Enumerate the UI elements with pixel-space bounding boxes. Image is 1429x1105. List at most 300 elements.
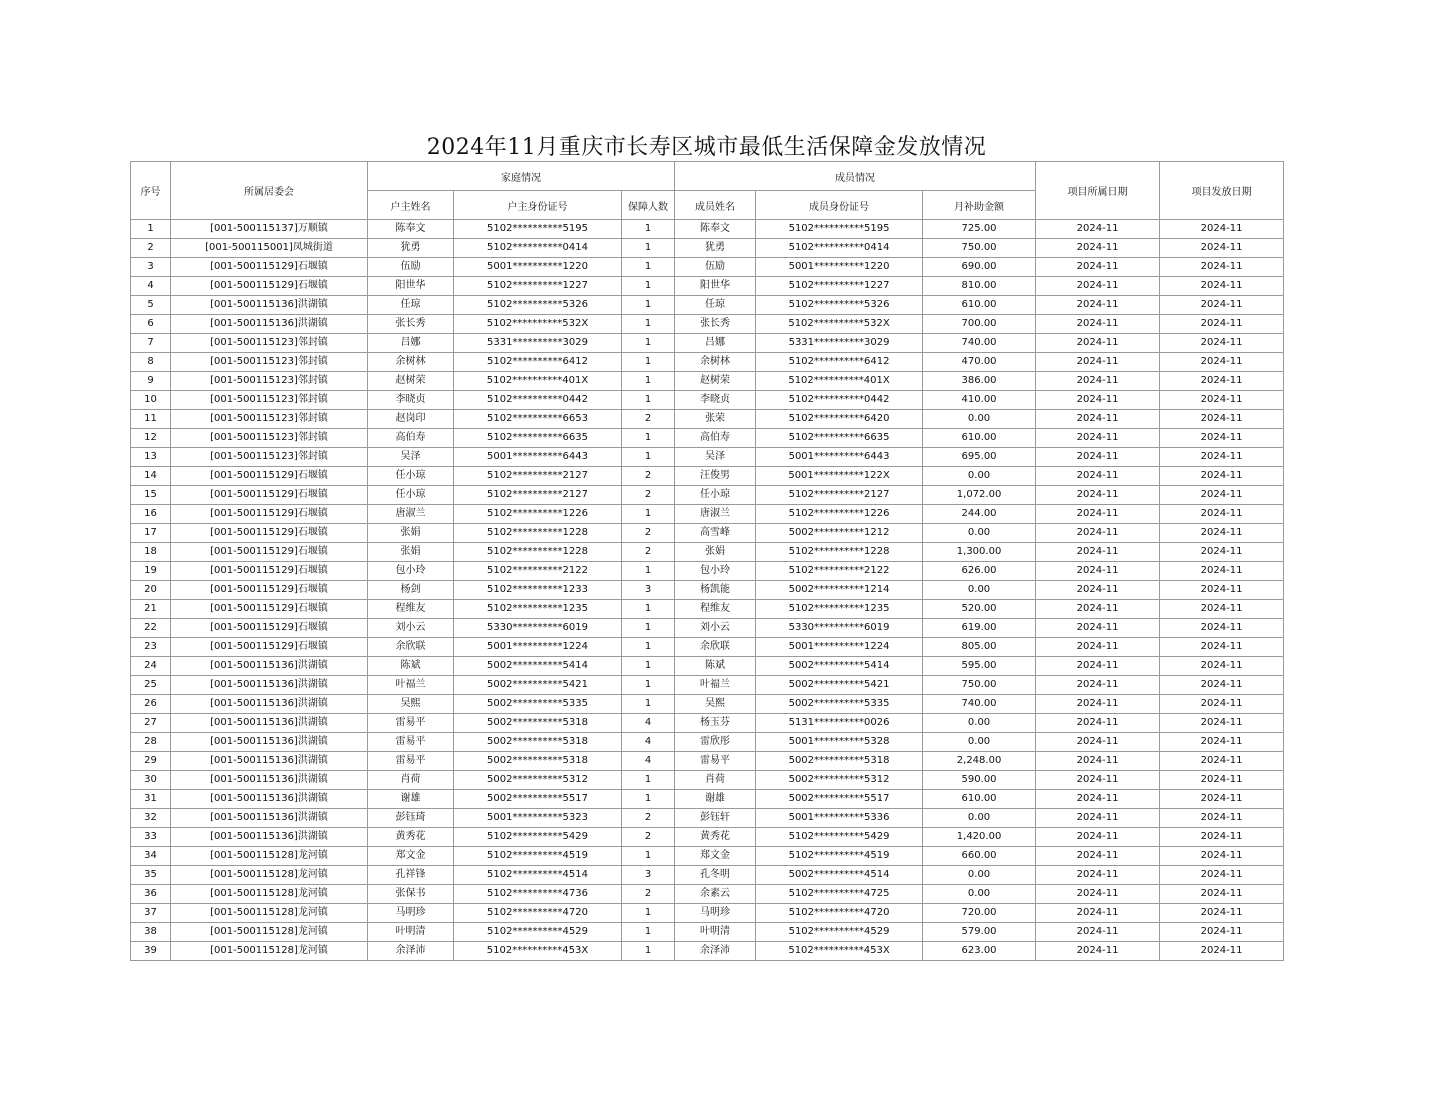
cell-amount: 626.00 [923,562,1036,581]
table-row [131,771,1284,790]
cell-seq: 6 [131,315,171,334]
cell-project-date: 2024-11 [1036,942,1160,961]
cell-head-id: 5102**********4519 [454,847,622,866]
cell-issue-date: 2024-11 [1160,258,1284,277]
cell-head-name: 张娟 [368,543,454,562]
cell-seq: 31 [131,790,171,809]
cell-head-name: 吕娜 [368,334,454,353]
table-row [131,866,1284,885]
cell-project-date: 2024-11 [1036,467,1160,486]
cell-head-id: 5102**********1228 [454,543,622,562]
cell-amount: 610.00 [923,790,1036,809]
cell-head-id: 5102**********6653 [454,410,622,429]
cell-member-name: 陈斌 [675,657,756,676]
cell-seq: 2 [131,239,171,258]
table-row [131,809,1284,828]
cell-head-name: 唐淑兰 [368,505,454,524]
cell-member-name: 马明珍 [675,904,756,923]
cell-head-name: 任小琼 [368,467,454,486]
cell-amount: 520.00 [923,600,1036,619]
cell-member-id: 5001**********1220 [756,258,923,277]
cell-count: 1 [622,790,675,809]
cell-head-id: 5102**********4736 [454,885,622,904]
cell-head-id: 5102**********1228 [454,524,622,543]
cell-head-name: 谢雄 [368,790,454,809]
header-seq: 序号 [131,162,171,220]
cell-committee: [001-500115128]龙河镇 [171,904,368,923]
cell-count: 1 [622,277,675,296]
cell-project-date: 2024-11 [1036,391,1160,410]
cell-project-date: 2024-11 [1036,752,1160,771]
header-amount: 月补助金额 [923,191,1036,220]
cell-member-id: 5002**********5335 [756,695,923,714]
table-row [131,296,1284,315]
cell-head-id: 5001**********1224 [454,638,622,657]
cell-count: 1 [622,657,675,676]
cell-project-date: 2024-11 [1036,562,1160,581]
table-row [131,695,1284,714]
cell-count: 1 [622,391,675,410]
cell-seq: 12 [131,429,171,448]
cell-committee: [001-500115123]邻封镇 [171,448,368,467]
cell-project-date: 2024-11 [1036,695,1160,714]
cell-member-name: 张荣 [675,410,756,429]
cell-project-date: 2024-11 [1036,448,1160,467]
cell-amount: 810.00 [923,277,1036,296]
cell-seq: 30 [131,771,171,790]
cell-amount: 386.00 [923,372,1036,391]
cell-project-date: 2024-11 [1036,277,1160,296]
cell-issue-date: 2024-11 [1160,866,1284,885]
cell-head-name: 赵岗印 [368,410,454,429]
cell-seq: 32 [131,809,171,828]
cell-committee: [001-500115128]龙河镇 [171,942,368,961]
table-row [131,638,1284,657]
table-row [131,942,1284,961]
cell-issue-date: 2024-11 [1160,543,1284,562]
cell-committee: [001-500115136]洪湖镇 [171,315,368,334]
cell-amount: 579.00 [923,923,1036,942]
cell-member-name: 张娟 [675,543,756,562]
cell-amount: 244.00 [923,505,1036,524]
table-row [131,885,1284,904]
header-project-date: 项目所属日期 [1036,162,1160,220]
cell-issue-date: 2024-11 [1160,486,1284,505]
cell-member-id: 5102**********0442 [756,391,923,410]
cell-seq: 26 [131,695,171,714]
cell-head-id: 5102**********453X [454,942,622,961]
cell-committee: [001-500115136]洪湖镇 [171,809,368,828]
cell-member-id: 5102**********2122 [756,562,923,581]
table-row [131,562,1284,581]
cell-issue-date: 2024-11 [1160,410,1284,429]
cell-project-date: 2024-11 [1036,676,1160,695]
table-row [131,315,1284,334]
cell-project-date: 2024-11 [1036,258,1160,277]
cell-head-name: 肖荷 [368,771,454,790]
cell-committee: [001-500115136]洪湖镇 [171,752,368,771]
cell-member-name: 郑文金 [675,847,756,866]
cell-head-id: 5002**********5421 [454,676,622,695]
cell-committee: [001-500115136]洪湖镇 [171,771,368,790]
table-row [131,391,1284,410]
table-row [131,790,1284,809]
cell-count: 1 [622,942,675,961]
cell-count: 1 [622,315,675,334]
cell-head-id: 5002**********5318 [454,733,622,752]
cell-amount: 0.00 [923,714,1036,733]
cell-seq: 1 [131,220,171,239]
cell-member-id: 5002**********1214 [756,581,923,600]
cell-member-id: 5102**********6420 [756,410,923,429]
cell-issue-date: 2024-11 [1160,334,1284,353]
cell-issue-date: 2024-11 [1160,885,1284,904]
cell-project-date: 2024-11 [1036,771,1160,790]
cell-committee: [001-500115129]石堰镇 [171,524,368,543]
cell-member-name: 程维友 [675,600,756,619]
cell-amount: 660.00 [923,847,1036,866]
cell-member-name: 伍励 [675,258,756,277]
page-title: 2024年11月重庆市长寿区城市最低生活保障金发放情况 [426,135,987,160]
table-header [131,162,1284,220]
cell-head-id: 5002**********5318 [454,714,622,733]
cell-count: 1 [622,334,675,353]
cell-count: 1 [622,353,675,372]
cell-amount: 690.00 [923,258,1036,277]
cell-head-name: 陈奉文 [368,220,454,239]
cell-member-name: 雷欣彤 [675,733,756,752]
cell-member-id: 5002**********5421 [756,676,923,695]
cell-amount: 1,072.00 [923,486,1036,505]
cell-head-name: 任琼 [368,296,454,315]
cell-committee: [001-500115129]石堰镇 [171,581,368,600]
header-member-id: 成员身份证号 [756,191,923,220]
cell-head-name: 杨剑 [368,581,454,600]
cell-member-name: 李晓贞 [675,391,756,410]
cell-head-id: 5102**********2122 [454,562,622,581]
cell-head-name: 犹勇 [368,239,454,258]
cell-head-id: 5001**********5323 [454,809,622,828]
cell-member-id: 5001**********122X [756,467,923,486]
cell-issue-date: 2024-11 [1160,353,1284,372]
cell-member-name: 余素云 [675,885,756,904]
cell-head-name: 余泽沛 [368,942,454,961]
cell-amount: 0.00 [923,467,1036,486]
table-row [131,334,1284,353]
cell-seq: 37 [131,904,171,923]
cell-count: 1 [622,296,675,315]
cell-head-id: 5102**********401X [454,372,622,391]
cell-count: 3 [622,866,675,885]
cell-amount: 695.00 [923,448,1036,467]
cell-issue-date: 2024-11 [1160,505,1284,524]
cell-head-name: 高伯寿 [368,429,454,448]
cell-member-id: 5002**********5517 [756,790,923,809]
cell-amount: 725.00 [923,220,1036,239]
table-row [131,239,1284,258]
cell-member-id: 5002**********5414 [756,657,923,676]
header-head-name: 户主姓名 [368,191,454,220]
table-row [131,923,1284,942]
cell-head-name: 彭钰琦 [368,809,454,828]
cell-head-name: 雷易平 [368,714,454,733]
cell-head-id: 5002**********5414 [454,657,622,676]
cell-seq: 8 [131,353,171,372]
table-row [131,752,1284,771]
cell-issue-date: 2024-11 [1160,448,1284,467]
cell-project-date: 2024-11 [1036,638,1160,657]
cell-count: 4 [622,733,675,752]
cell-count: 1 [622,562,675,581]
cell-member-name: 彭钰轩 [675,809,756,828]
cell-member-name: 吕娜 [675,334,756,353]
cell-amount: 2,248.00 [923,752,1036,771]
cell-head-id: 5002**********5335 [454,695,622,714]
cell-head-name: 雷易平 [368,752,454,771]
cell-committee: [001-500115136]洪湖镇 [171,828,368,847]
cell-member-name: 包小玲 [675,562,756,581]
cell-project-date: 2024-11 [1036,524,1160,543]
cell-project-date: 2024-11 [1036,296,1160,315]
cell-member-id: 5102**********0414 [756,239,923,258]
cell-amount: 750.00 [923,676,1036,695]
cell-issue-date: 2024-11 [1160,752,1284,771]
cell-member-name: 谢雄 [675,790,756,809]
cell-committee: [001-500115129]石堰镇 [171,638,368,657]
cell-committee: [001-500115136]洪湖镇 [171,733,368,752]
cell-project-date: 2024-11 [1036,714,1160,733]
cell-seq: 13 [131,448,171,467]
cell-amount: 590.00 [923,771,1036,790]
header-family-group: 家庭情况 [368,162,675,191]
table-row [131,372,1284,391]
cell-amount: 595.00 [923,657,1036,676]
cell-head-id: 5102**********1226 [454,505,622,524]
cell-head-id: 5102**********4529 [454,923,622,942]
cell-issue-date: 2024-11 [1160,809,1284,828]
cell-member-id: 5002**********4514 [756,866,923,885]
cell-member-id: 5102**********1226 [756,505,923,524]
cell-seq: 21 [131,600,171,619]
cell-count: 4 [622,714,675,733]
cell-member-id: 5102**********453X [756,942,923,961]
cell-project-date: 2024-11 [1036,353,1160,372]
cell-head-id: 5102**********532X [454,315,622,334]
cell-committee: [001-500115136]洪湖镇 [171,695,368,714]
table-body [131,220,1284,961]
cell-committee: [001-500115123]邻封镇 [171,372,368,391]
cell-head-name: 任小琼 [368,486,454,505]
cell-issue-date: 2024-11 [1160,657,1284,676]
subsidy-table [130,161,1284,961]
cell-member-name: 余树林 [675,353,756,372]
cell-issue-date: 2024-11 [1160,904,1284,923]
cell-seq: 36 [131,885,171,904]
cell-amount: 720.00 [923,904,1036,923]
cell-project-date: 2024-11 [1036,581,1160,600]
cell-member-id: 5102**********401X [756,372,923,391]
cell-committee: [001-500115123]邻封镇 [171,391,368,410]
cell-head-id: 5102**********6635 [454,429,622,448]
cell-project-date: 2024-11 [1036,600,1160,619]
cell-member-name: 汪俊男 [675,467,756,486]
cell-head-name: 叶明清 [368,923,454,942]
cell-head-name: 雷易平 [368,733,454,752]
cell-committee: [001-500115136]洪湖镇 [171,296,368,315]
cell-member-id: 5102**********532X [756,315,923,334]
cell-member-id: 5102**********2127 [756,486,923,505]
cell-committee: [001-500115136]洪湖镇 [171,657,368,676]
cell-issue-date: 2024-11 [1160,676,1284,695]
cell-issue-date: 2024-11 [1160,220,1284,239]
cell-member-id: 5002**********1212 [756,524,923,543]
cell-issue-date: 2024-11 [1160,296,1284,315]
cell-member-name: 肖荷 [675,771,756,790]
cell-head-id: 5002**********5312 [454,771,622,790]
cell-seq: 9 [131,372,171,391]
cell-seq: 14 [131,467,171,486]
cell-count: 1 [622,239,675,258]
table-row [131,467,1284,486]
cell-committee: [001-500115129]石堰镇 [171,505,368,524]
cell-member-id: 5102**********4529 [756,923,923,942]
cell-committee: [001-500115123]邻封镇 [171,429,368,448]
cell-count: 1 [622,258,675,277]
cell-issue-date: 2024-11 [1160,828,1284,847]
cell-head-id: 5002**********5517 [454,790,622,809]
cell-issue-date: 2024-11 [1160,638,1284,657]
table-row [131,258,1284,277]
cell-count: 1 [622,448,675,467]
cell-member-id: 5102**********5195 [756,220,923,239]
table-row [131,486,1284,505]
cell-member-id: 5102**********6412 [756,353,923,372]
cell-committee: [001-500115128]龙河镇 [171,866,368,885]
table-row [131,657,1284,676]
cell-head-name: 叶福兰 [368,676,454,695]
cell-member-name: 杨玉芬 [675,714,756,733]
cell-committee: [001-500115128]龙河镇 [171,885,368,904]
cell-amount: 0.00 [923,581,1036,600]
cell-count: 2 [622,543,675,562]
cell-head-id: 5102**********2127 [454,486,622,505]
cell-head-id: 5002**********5318 [454,752,622,771]
cell-head-id: 5330**********6019 [454,619,622,638]
table-row [131,543,1284,562]
cell-head-name: 刘小云 [368,619,454,638]
cell-head-id: 5331**********3029 [454,334,622,353]
table-row [131,524,1284,543]
cell-project-date: 2024-11 [1036,372,1160,391]
cell-issue-date: 2024-11 [1160,315,1284,334]
cell-count: 1 [622,847,675,866]
cell-head-id: 5102**********0414 [454,239,622,258]
cell-member-id: 5102**********5429 [756,828,923,847]
cell-issue-date: 2024-11 [1160,619,1284,638]
cell-seq: 20 [131,581,171,600]
cell-project-date: 2024-11 [1036,809,1160,828]
cell-member-name: 任小琼 [675,486,756,505]
cell-seq: 35 [131,866,171,885]
cell-count: 1 [622,638,675,657]
cell-project-date: 2024-11 [1036,334,1160,353]
cell-project-date: 2024-11 [1036,885,1160,904]
cell-amount: 700.00 [923,315,1036,334]
cell-member-name: 刘小云 [675,619,756,638]
cell-issue-date: 2024-11 [1160,239,1284,258]
table-row [131,847,1284,866]
cell-committee: [001-500115137]万顺镇 [171,220,368,239]
table-row [131,714,1284,733]
cell-head-name: 阳世华 [368,277,454,296]
cell-project-date: 2024-11 [1036,486,1160,505]
cell-committee: [001-500115129]石堰镇 [171,486,368,505]
cell-seq: 29 [131,752,171,771]
cell-count: 1 [622,695,675,714]
cell-member-id: 5002**********5318 [756,752,923,771]
cell-member-id: 5001**********5336 [756,809,923,828]
cell-count: 1 [622,676,675,695]
cell-member-name: 雷易平 [675,752,756,771]
cell-head-id: 5102**********1233 [454,581,622,600]
cell-count: 2 [622,524,675,543]
cell-seq: 23 [131,638,171,657]
cell-amount: 610.00 [923,429,1036,448]
cell-committee: [001-500115123]邻封镇 [171,353,368,372]
cell-head-name: 马明珍 [368,904,454,923]
cell-seq: 27 [131,714,171,733]
cell-amount: 0.00 [923,733,1036,752]
cell-member-name: 赵树荣 [675,372,756,391]
cell-committee: [001-500115129]石堰镇 [171,562,368,581]
cell-member-name: 陈奉文 [675,220,756,239]
cell-member-name: 高伯寿 [675,429,756,448]
cell-seq: 19 [131,562,171,581]
cell-issue-date: 2024-11 [1160,581,1284,600]
cell-member-name: 吴熙 [675,695,756,714]
cell-seq: 38 [131,923,171,942]
cell-project-date: 2024-11 [1036,733,1160,752]
cell-committee: [001-500115129]石堰镇 [171,277,368,296]
cell-member-name: 高雪峰 [675,524,756,543]
cell-head-name: 余树林 [368,353,454,372]
cell-committee: [001-500115136]洪湖镇 [171,676,368,695]
cell-head-name: 包小玲 [368,562,454,581]
cell-committee: [001-500115136]洪湖镇 [171,714,368,733]
cell-head-id: 5102**********4514 [454,866,622,885]
cell-head-name: 郑文金 [368,847,454,866]
cell-issue-date: 2024-11 [1160,600,1284,619]
cell-member-id: 5102**********1227 [756,277,923,296]
table-row [131,429,1284,448]
cell-amount: 740.00 [923,695,1036,714]
cell-count: 1 [622,904,675,923]
cell-issue-date: 2024-11 [1160,372,1284,391]
cell-project-date: 2024-11 [1036,866,1160,885]
cell-member-id: 5331**********3029 [756,334,923,353]
cell-project-date: 2024-11 [1036,505,1160,524]
cell-member-id: 5001**********1224 [756,638,923,657]
cell-count: 1 [622,372,675,391]
cell-amount: 1,420.00 [923,828,1036,847]
cell-project-date: 2024-11 [1036,410,1160,429]
cell-member-id: 5001**********5328 [756,733,923,752]
cell-issue-date: 2024-11 [1160,391,1284,410]
cell-member-id: 5102**********4725 [756,885,923,904]
header-member-group: 成员情况 [675,162,1036,191]
cell-seq: 4 [131,277,171,296]
cell-issue-date: 2024-11 [1160,790,1284,809]
